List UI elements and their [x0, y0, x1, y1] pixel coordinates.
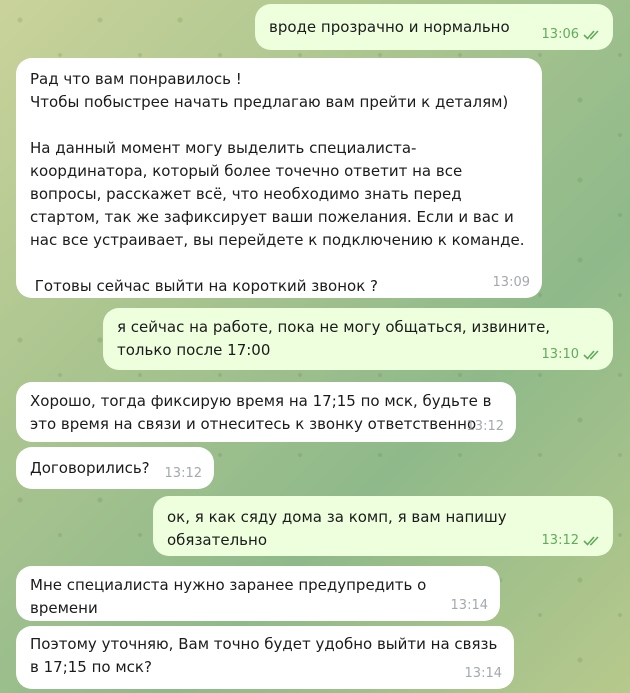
message-bubble[interactable] [255, 4, 613, 50]
message-bubble[interactable] [103, 308, 613, 370]
message-time: 13:14 [464, 666, 502, 681]
double-check-icon [583, 349, 601, 360]
message-text: ок, я как сяду дома за комп, я вам напишу обязательно [167, 508, 512, 549]
message-time: 13:06 [541, 27, 579, 42]
message-bubble[interactable] [16, 382, 516, 442]
message-text: Рад что вам понравилось ! Чтобы побыстрее начать предлагаю вам прейти к деталям) На данный момент могу выделить специалиста-координатора, который более точечно ответит на все вопросы, расскажет всё, что необходимо знать перед стартом, так же зафиксирует ваши пожелания. Если и вас и нас все устраивает, вы перейдете к подключению к команде. Готовы сейчас выйти на короткий звонок ? [30, 70, 525, 295]
message-meta [542, 343, 601, 366]
message-time: 13:12 [164, 466, 202, 481]
message-bubble[interactable] [16, 566, 500, 621]
message-meta [451, 594, 488, 617]
double-check-icon [583, 29, 601, 40]
double-check-icon [583, 535, 601, 546]
message-bubble[interactable] [16, 626, 514, 689]
message-text: вроде прозрачно и нормально [269, 18, 510, 36]
message-text: Договорились? [30, 459, 150, 477]
message-time: 13:12 [466, 419, 504, 434]
message-text: Мне специалиста нужно заранее предупредить о времени [30, 576, 432, 617]
message-meta [493, 271, 530, 294]
message-time: 13:10 [541, 347, 579, 362]
message-text: Поэтому уточняю, Вам точно будет удобно выйти на связь в 17;15 по мск? [30, 635, 503, 676]
message-text: Хорошо, тогда фиксирую время на 17;15 по мск, будьте в это время на связи и отнеситесь к звонку ответственно [30, 392, 497, 433]
message-meta [165, 462, 202, 485]
message-text: я сейчас на работе, пока не могу общаться, извините, только после 17:00 [117, 318, 555, 359]
message-time: 13:12 [541, 533, 579, 548]
message-time: 13:09 [492, 275, 530, 290]
message-meta [467, 415, 504, 438]
message-bubble[interactable] [16, 447, 214, 489]
message-meta [465, 662, 502, 685]
message-bubble[interactable] [16, 58, 542, 298]
message-bubble[interactable] [153, 496, 613, 556]
message-meta [542, 529, 601, 552]
message-time: 13:14 [450, 598, 488, 613]
message-meta [542, 23, 601, 46]
